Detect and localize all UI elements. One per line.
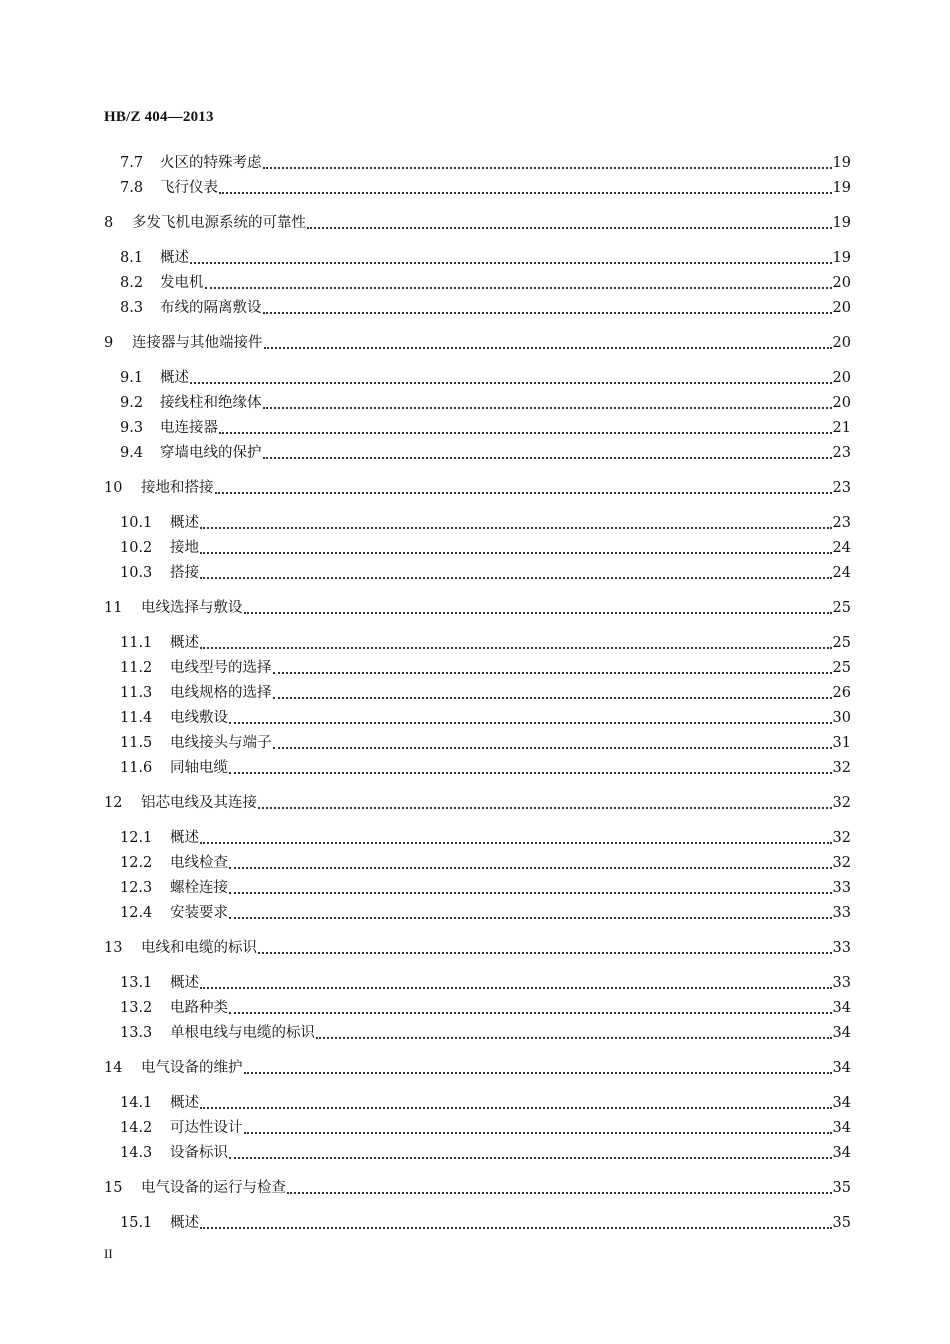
toc-entry-page: 32 [832,795,851,811]
dot-leader [229,722,832,724]
toc-entry-page: 20 [832,275,851,291]
toc-chapter-entry[interactable] [104,1177,851,1199]
toc-entry-number: 13.2 [120,1000,153,1016]
toc-entry-number: 12.2 [120,855,153,871]
toc-section-entry[interactable] [120,682,851,704]
toc-section-entry[interactable] [120,367,851,389]
dot-leader [316,1037,832,1039]
toc-chapter-entry[interactable] [104,792,851,814]
toc-entry-title: 火区的特殊考虑 [160,155,262,171]
toc-entry-number: 12.4 [120,905,153,921]
toc-chapter-entry[interactable] [104,597,851,619]
toc-entry-page: 23 [832,515,851,531]
toc-entry-number: 15 [104,1180,123,1196]
dot-leader [200,527,832,529]
toc-entry-number: 9 [104,335,114,351]
toc-entry-title: 螺栓连接 [170,880,228,896]
toc-entry-page: 19 [832,180,851,196]
toc-section-entry[interactable] [120,392,851,414]
dot-leader [200,1107,832,1109]
toc-entry-number: 12 [104,795,123,811]
toc-entry-number: 10 [104,480,123,496]
toc-entry-title: 电路种类 [170,1000,228,1016]
dot-leader [200,552,832,554]
toc-entry-page: 34 [832,1120,851,1136]
dot-leader [264,347,832,349]
toc-entry-number: 14.3 [120,1145,153,1161]
toc-section-entry[interactable] [120,827,851,849]
toc-entry-page: 21 [832,420,851,436]
toc-entry-number: 13.3 [120,1025,153,1041]
dot-leader [244,612,832,614]
dot-leader [229,1157,832,1159]
toc-entry-title: 电气设备的维护 [141,1060,243,1076]
toc-entry-page: 25 [832,635,851,651]
toc-section-entry[interactable] [120,562,851,584]
toc-section-entry[interactable] [120,997,851,1019]
dot-leader [190,262,832,264]
dot-leader [229,772,832,774]
toc-entry-number: 14 [104,1060,123,1076]
toc-entry-number: 11.6 [120,760,153,776]
toc-entry-number: 7.8 [120,180,144,196]
toc-entry-number: 11.1 [120,635,153,651]
toc-entry-number: 10.1 [120,515,153,531]
toc-entry-number: 9.1 [120,370,144,386]
toc-entry-page: 24 [832,565,851,581]
toc-entry-title: 电气设备的运行与检查 [141,1180,286,1196]
toc-entry-title: 搭接 [170,565,199,581]
toc-entry-title: 电线规格的选择 [170,685,272,701]
dot-leader [258,952,832,954]
toc-entry-number: 8 [104,215,114,231]
toc-entry-page: 23 [832,480,851,496]
toc-entry-number: 9.3 [120,420,144,436]
toc-chapter-entry[interactable] [104,332,851,354]
dot-leader [229,867,832,869]
toc-entry-page: 34 [832,1095,851,1111]
dot-leader [219,432,832,434]
toc-entry-title: 接线柱和绝缘体 [160,395,262,411]
toc-entry-page: 20 [832,395,851,411]
toc-entry-title: 连接器与其他端接件 [132,335,263,351]
toc-section-entry[interactable] [120,972,851,994]
toc-entry-title: 安装要求 [170,905,228,921]
toc-entry-title: 概述 [170,1095,199,1111]
dot-leader [244,1072,832,1074]
toc-entry-page: 20 [832,370,851,386]
toc-entry-title: 飞行仪表 [160,180,218,196]
toc-section-entry[interactable] [120,1212,851,1234]
toc-entry-title: 概述 [170,515,199,531]
dot-leader [307,227,832,229]
toc-section-entry[interactable] [120,877,851,899]
toc-entry-number: 11.2 [120,660,153,676]
toc-entry-title: 电线敷设 [170,710,228,726]
dot-leader [200,647,832,649]
dot-leader [200,842,832,844]
toc-entry-number: 15.1 [120,1215,153,1231]
toc-entry-number: 11.3 [120,685,153,701]
dot-leader [263,167,832,169]
toc-entry-title: 布线的隔离敷设 [160,300,262,316]
toc-section-entry[interactable] [120,1117,851,1139]
dot-leader [263,457,832,459]
toc-entry-page: 32 [832,760,851,776]
toc-entry-title: 多发飞机电源系统的可靠性 [132,215,306,231]
toc-entry-title: 概述 [160,250,189,266]
toc-entry-page: 33 [832,940,851,956]
toc-entry-page: 19 [832,155,851,171]
toc-entry-page: 23 [832,445,851,461]
toc-entry-page: 20 [832,300,851,316]
dot-leader [219,192,832,194]
toc-section-entry[interactable] [120,902,851,924]
toc-entry-page: 32 [832,830,851,846]
toc-section-entry[interactable] [120,272,851,294]
toc-entry-page: 32 [832,855,851,871]
toc-section-entry[interactable] [120,632,851,654]
toc-entry-number: 14.1 [120,1095,153,1111]
toc-entry-title: 同轴电缆 [170,760,228,776]
toc-entry-page: 25 [832,660,851,676]
dot-leader [273,697,832,699]
toc-entry-title: 设备标识 [170,1145,228,1161]
toc-chapter-entry[interactable] [104,1057,851,1079]
dot-leader [273,672,832,674]
toc-entry-number: 13 [104,940,123,956]
toc-entry-title: 概述 [170,830,199,846]
page-number: II [104,1246,113,1261]
dot-leader [215,492,832,494]
dot-leader [200,1227,832,1229]
toc-entry-title: 可达性设计 [170,1120,243,1136]
toc-entry-title: 概述 [170,635,199,651]
toc-entry-title: 概述 [170,1215,199,1231]
toc-entry-number: 12.3 [120,880,153,896]
toc-entry-number: 8.1 [120,250,144,266]
toc-entry-title: 概述 [160,370,189,386]
toc-entry-page: 25 [832,600,851,616]
toc-section-entry[interactable] [120,247,851,269]
toc-entry-page: 19 [832,250,851,266]
toc-section-entry[interactable] [120,1092,851,1114]
toc-section-entry[interactable] [120,177,851,199]
toc-section-entry[interactable] [120,707,851,729]
toc-entry-page: 26 [832,685,851,701]
toc-entry-title: 电线和电缆的标识 [141,940,257,956]
toc-entry-number: 7.7 [120,155,144,171]
dot-leader [273,747,832,749]
toc-entry-page: 34 [832,1000,851,1016]
toc-section-entry[interactable] [120,657,851,679]
toc-section-entry[interactable] [120,512,851,534]
toc-entry-title: 概述 [170,975,199,991]
toc-chapter-entry[interactable] [104,937,851,959]
toc-section-entry[interactable] [120,537,851,559]
toc-entry-page: 19 [832,215,851,231]
dot-leader [229,917,832,919]
toc-entry-number: 11 [104,600,123,616]
toc-entry-title: 发电机 [160,275,204,291]
dot-leader [263,407,832,409]
toc-entry-number: 11.4 [120,710,153,726]
toc-entry-title: 铝芯电线及其连接 [141,795,257,811]
toc-entry-page: 20 [832,335,851,351]
dot-leader [263,312,832,314]
toc-entry-title: 单根电线与电缆的标识 [170,1025,315,1041]
toc-entry-title: 穿墙电线的保护 [160,445,262,461]
toc-entry-number: 13.1 [120,975,153,991]
toc-entry-number: 14.2 [120,1120,153,1136]
toc-section-entry[interactable] [120,442,851,464]
toc-entry-title: 电连接器 [160,420,218,436]
toc-entry-page: 33 [832,975,851,991]
toc-section-entry[interactable] [120,732,851,754]
document-code: HB/Z 404—2013 [104,109,214,125]
dot-leader [200,987,832,989]
toc-section-entry[interactable] [120,152,851,174]
toc-entry-page: 33 [832,880,851,896]
toc-entry-title: 电线选择与敷设 [141,600,243,616]
toc-entry-number: 9.4 [120,445,144,461]
dot-leader [229,1012,832,1014]
dot-leader [229,892,832,894]
toc-entry-title: 电线检查 [170,855,228,871]
toc-section-entry[interactable] [120,1022,851,1044]
dot-leader [287,1192,832,1194]
toc-entry-page: 24 [832,540,851,556]
toc-entry-page: 30 [832,710,851,726]
toc-entry-title: 电线型号的选择 [170,660,272,676]
dot-leader [244,1132,832,1134]
toc-section-entry[interactable] [120,852,851,874]
toc-entry-page: 35 [832,1215,851,1231]
toc-entry-title: 接地和搭接 [141,480,214,496]
toc-entry-page: 34 [832,1060,851,1076]
toc-entry-page: 33 [832,905,851,921]
toc-entry-number: 8.2 [120,275,144,291]
toc-entry-number: 9.2 [120,395,144,411]
toc-entry-page: 34 [832,1025,851,1041]
dot-leader [200,577,832,579]
dot-leader [190,382,832,384]
toc-entry-number: 8.3 [120,300,144,316]
toc-entry-number: 12.1 [120,830,153,846]
toc-entry-title: 接地 [170,540,199,556]
dot-leader [205,287,832,289]
toc-entry-number: 10.3 [120,565,153,581]
toc-entry-page: 35 [832,1180,851,1196]
toc-entry-number: 11.5 [120,735,153,751]
toc-chapter-entry[interactable] [104,212,851,234]
toc-entry-number: 10.2 [120,540,153,556]
toc-entry-title: 电线接头与端子 [170,735,272,751]
toc-section-entry[interactable] [120,297,851,319]
toc-section-entry[interactable] [120,757,851,779]
toc-entry-page: 31 [832,735,851,751]
toc-entry-page: 34 [832,1145,851,1161]
toc-section-entry[interactable] [120,417,851,439]
toc-section-entry[interactable] [120,1142,851,1164]
toc-chapter-entry[interactable] [104,477,851,499]
dot-leader [258,807,832,809]
